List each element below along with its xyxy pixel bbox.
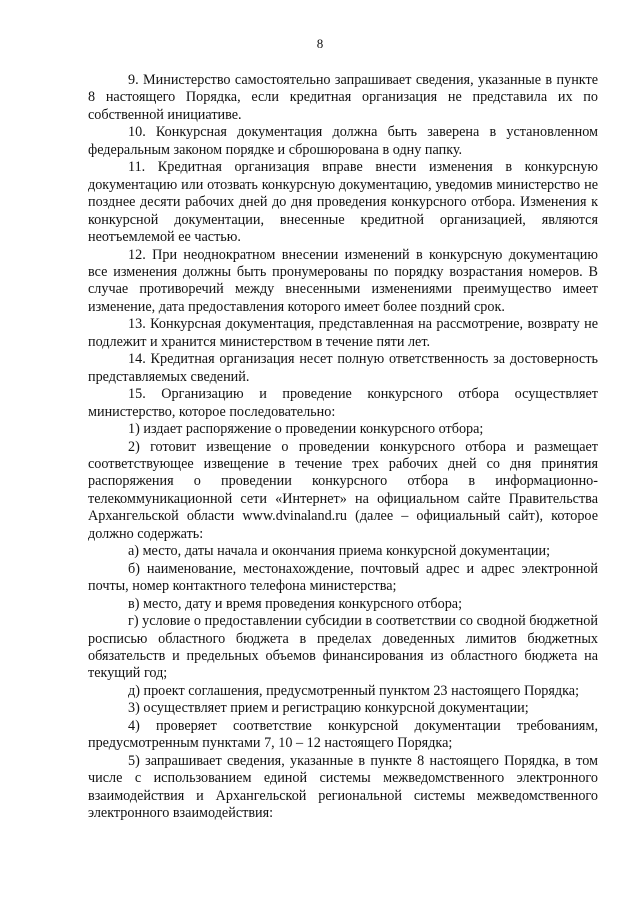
list-item-2: 2) готовит извещение о проведении конкурсного отбора и размещает соответствующее извещение в течение трех рабочих дней со дня принятия распоряжения о проведении конкурсного отбора в информационно-телекоммуникационной сети «Интернет» на официальном сайте Правительства Архангельской области www.dvinaland.ru (далее – официальный сайт), которое должно содержать: (88, 438, 598, 542)
document-body (88, 72, 598, 822)
list-item-5: 5) запрашивает сведения, указанные в пункте 8 настоящего Порядка, в том числе с использованием единой системы межведомственного электронного взаимодействия и Архангельской региональной системы межведомственного электронного взаимодействия: (88, 752, 598, 822)
paragraph-15: 15. Организацию и проведение конкурсного отбора осуществляет министерство, которое последовательно: (88, 386, 598, 420)
sub-item-g: г) условие о предоставлении субсидии в соответствии со сводной бюджетной росписью областного бюджета в пределах доведенных лимитов бюджетных обязательств и предельных объемов финансирования из областного бюджета на текущий год; (88, 613, 598, 682)
list-item-1: 1) издает распоряжение о проведении конкурсного отбора; (128, 421, 484, 438)
paragraph-10: 10. Конкурсная документация должна быть заверена в установленном федеральным законом порядке и сброшюрована в одну папку. (88, 124, 598, 158)
sub-item-d: д) проект соглашения, предусмотренный пунктом 23 настоящего Порядка; (128, 682, 580, 699)
list-item-4: 4) проверяет соответствие конкурсной документации требованиям, предусмотренным пунктами 7, 10 – 12 настоящего Порядка; (88, 717, 598, 752)
paragraph-14: 14. Кредитная организация несет полную ответственность за достоверность представляемых сведений. (88, 351, 598, 385)
sub-item-b: б) наименование, местонахождение, почтовый адрес и адрес электронной почты, номер контактного телефона министерства; (88, 560, 598, 595)
sub-item-v: в) место, дату и время проведения конкурсного отбора; (128, 595, 463, 612)
page-number: 8 (316, 36, 324, 51)
sub-item-a: а) место, даты начала и окончания приема конкурсной документации; (128, 543, 551, 560)
paragraph-11: 11. Кредитная организация вправе внести изменения в конкурсную документацию или отозвать конкурсную документацию, уведомив министерство не позднее десяти рабочих дней до дня проведения конкурсного отбора. Изменения к конкурсной документации, внесенные кредитной организацией, являются неотъемлемой ее частью. (88, 159, 598, 246)
paragraph-9: 9. Министерство самостоятельно запрашивает сведения, указанные в пункте 8 настоящего Порядка, если кредитная организация не представила их по собственной инициативе. (88, 72, 598, 123)
paragraph-12: 12. При неоднократном внесении изменений в конкурсную документацию все изменения должны быть пронумерованы по порядку возрастания номеров. В случае противоречий между внесенными изменениями преимущество имеет изменение, дата предоставления которого имеет более поздний срок. (88, 246, 598, 315)
paragraph-13: 13. Конкурсная документация, представленная на рассмотрение, возврату не подлежит и хранится министерством в течение пяти лет. (88, 316, 598, 350)
list-item-3: 3) осуществляет прием и регистрацию конкурсной документации; (128, 700, 529, 717)
